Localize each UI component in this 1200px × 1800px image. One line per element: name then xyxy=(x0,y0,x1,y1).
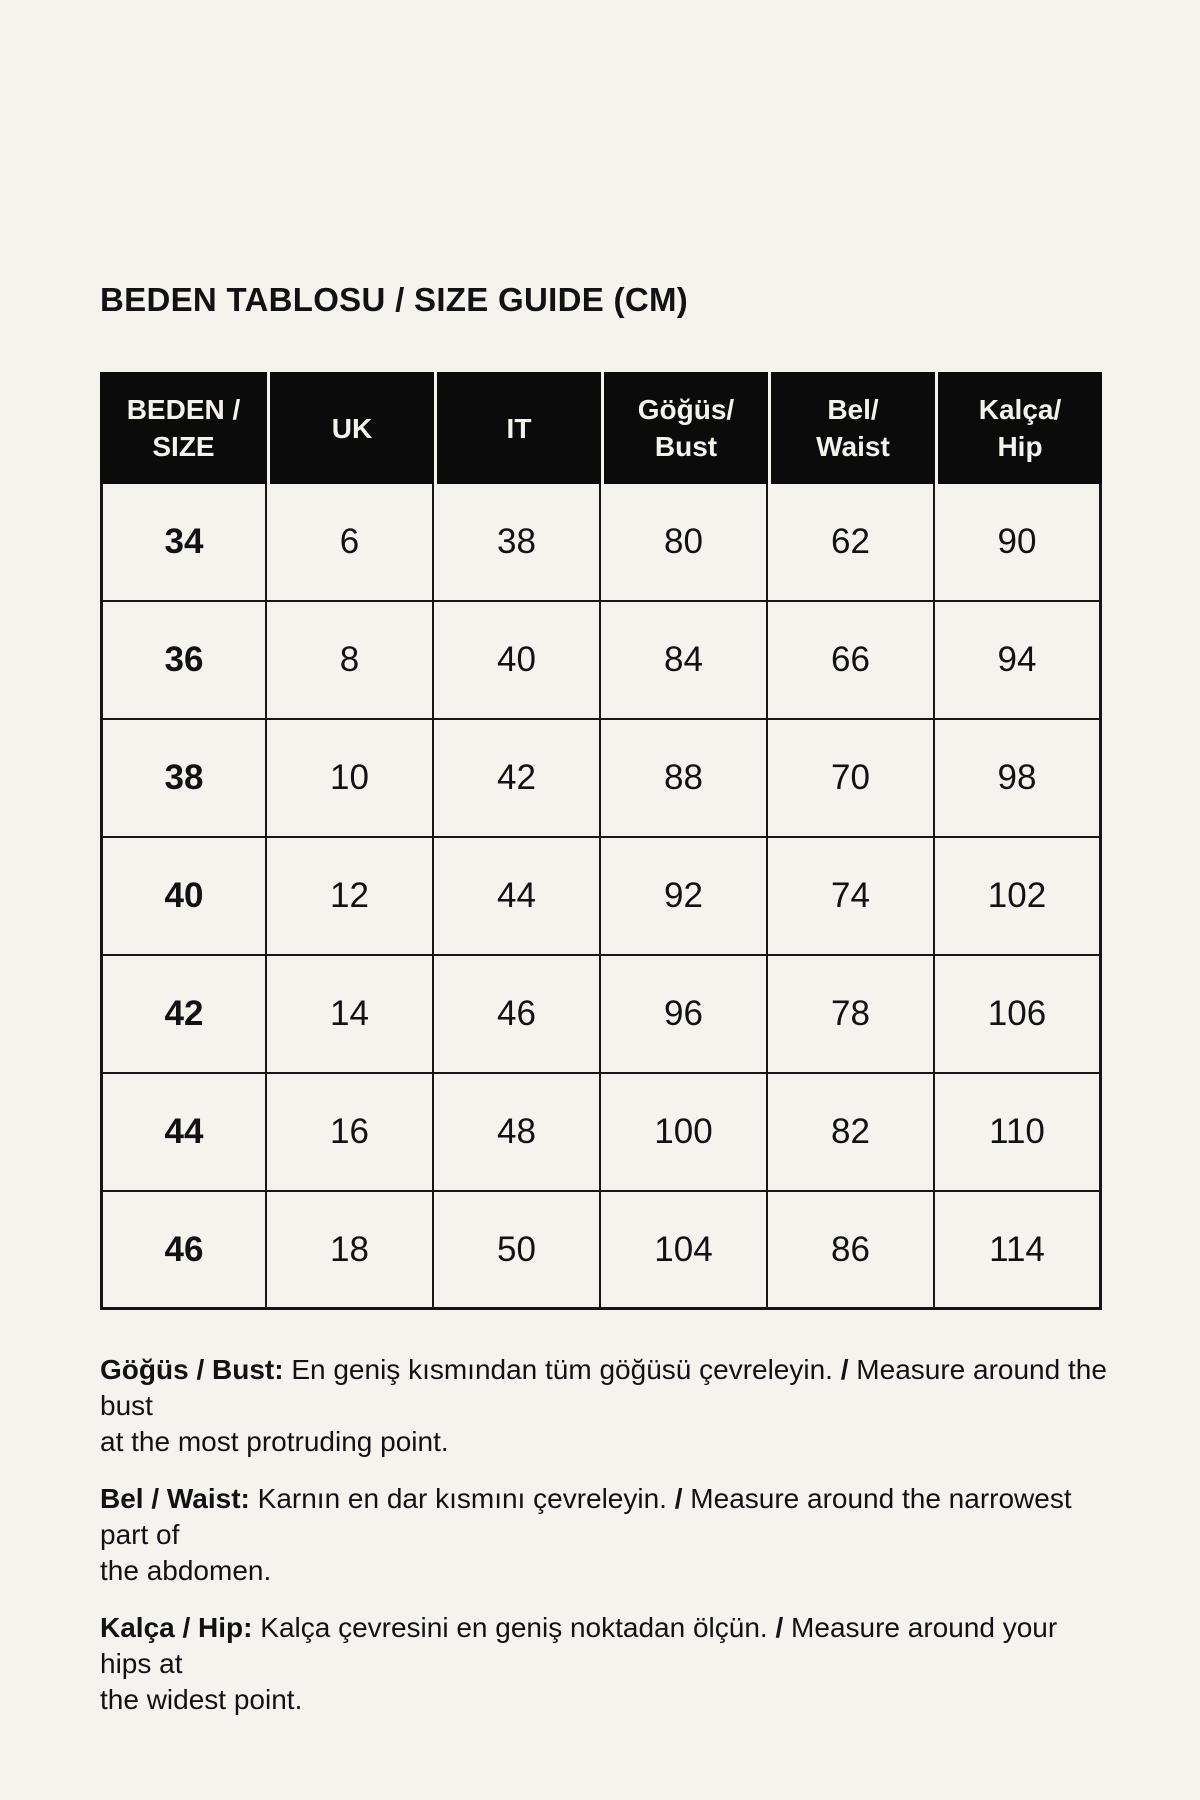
value-cell: 100 xyxy=(601,1074,768,1192)
note-slash: / xyxy=(775,1612,784,1643)
value-cell: 10 xyxy=(267,720,434,838)
value-cell: 114 xyxy=(935,1192,1102,1310)
header-line: Kalça/ xyxy=(978,394,1062,425)
value-cell: 90 xyxy=(935,484,1102,602)
table-row xyxy=(100,1074,1102,1192)
value-cell: 42 xyxy=(434,720,601,838)
value-cell: 104 xyxy=(601,1192,768,1310)
value-cell: 50 xyxy=(434,1192,601,1310)
page-title: BEDEN TABLOSU / SIZE GUIDE (CM) xyxy=(100,281,689,318)
value-cell: 12 xyxy=(267,838,434,956)
value-cell: 14 xyxy=(267,956,434,1074)
value-cell: 48 xyxy=(434,1074,601,1192)
note-text-english-cont: the abdomen. xyxy=(100,1555,272,1586)
size-table xyxy=(100,372,1102,1310)
note-text-english: Measure around the bust xyxy=(100,1354,1107,1421)
size-table-header xyxy=(100,372,1102,484)
value-cell: 62 xyxy=(768,484,935,602)
value-cell: 80 xyxy=(601,484,768,602)
note-text-english: Measure around your hips at xyxy=(100,1612,1058,1679)
size-cell: 44 xyxy=(100,1074,267,1192)
size-cell: 38 xyxy=(100,720,267,838)
value-cell: 92 xyxy=(601,838,768,956)
size-cell: 42 xyxy=(100,956,267,1074)
value-cell: 110 xyxy=(935,1074,1102,1192)
value-cell: 44 xyxy=(434,838,601,956)
note-slash: / xyxy=(840,1354,849,1385)
header-cell-waist xyxy=(768,372,935,484)
measurement-note-waist xyxy=(100,1481,1110,1589)
value-cell: 38 xyxy=(434,484,601,602)
value-cell: 96 xyxy=(601,956,768,1074)
note-text-turkish: Karnın en dar kısmını çevreleyin. xyxy=(257,1483,667,1514)
size-cell: 36 xyxy=(100,602,267,720)
header-line: SIZE xyxy=(152,431,215,462)
table-row xyxy=(100,720,1102,838)
header-cell-uk xyxy=(267,372,434,484)
note-label: Bel / Waist: xyxy=(100,1483,250,1514)
header-line: Hip xyxy=(997,431,1043,462)
header-line: Bust xyxy=(654,431,718,462)
note-text-turkish: Kalça çevresini en geniş noktadan ölçün. xyxy=(260,1612,768,1643)
note-text-english-cont: the widest point. xyxy=(100,1684,303,1715)
measurement-note-hip xyxy=(100,1610,1110,1718)
table-row xyxy=(100,1192,1102,1310)
note-text-english-cont: at the most protruding point. xyxy=(100,1426,449,1457)
note-slash: / xyxy=(674,1483,683,1514)
value-cell: 18 xyxy=(267,1192,434,1310)
note-label: Göğüs / Bust: xyxy=(100,1354,284,1385)
table-row xyxy=(100,956,1102,1074)
value-cell: 102 xyxy=(935,838,1102,956)
table-row xyxy=(100,484,1102,602)
value-cell: 98 xyxy=(935,720,1102,838)
value-cell: 70 xyxy=(768,720,935,838)
table-row xyxy=(100,602,1102,720)
size-table-body xyxy=(100,484,1102,1310)
header-line: Bel/ xyxy=(827,394,879,425)
value-cell: 88 xyxy=(601,720,768,838)
header-line: BEDEN / xyxy=(126,394,241,425)
value-cell: 6 xyxy=(267,484,434,602)
header-line: Göğüs/ xyxy=(637,394,735,425)
table-row xyxy=(100,838,1102,956)
size-cell: 40 xyxy=(100,838,267,956)
note-text-english: Measure around the narrowest part of xyxy=(100,1483,1072,1550)
header-row xyxy=(100,372,1102,484)
header-line: Waist xyxy=(816,431,890,462)
header-line: IT xyxy=(506,412,532,444)
value-cell: 84 xyxy=(601,602,768,720)
header-cell-bust xyxy=(601,372,768,484)
value-cell: 78 xyxy=(768,956,935,1074)
header-cell-hip xyxy=(935,372,1102,484)
header-cell-it xyxy=(434,372,601,484)
value-cell: 40 xyxy=(434,602,601,720)
value-cell: 74 xyxy=(768,838,935,956)
note-label: Kalça / Hip: xyxy=(100,1612,253,1643)
value-cell: 86 xyxy=(768,1192,935,1310)
header-cell-size xyxy=(100,372,267,484)
size-cell: 34 xyxy=(100,484,267,602)
measurement-note-bust xyxy=(100,1352,1110,1460)
value-cell: 94 xyxy=(935,602,1102,720)
value-cell: 8 xyxy=(267,602,434,720)
measurement-notes xyxy=(100,1352,1110,1718)
value-cell: 16 xyxy=(267,1074,434,1192)
value-cell: 46 xyxy=(434,956,601,1074)
value-cell: 106 xyxy=(935,956,1102,1074)
note-text-turkish: En geniş kısmından tüm göğüsü çevreleyin. xyxy=(291,1354,833,1385)
header-line: UK xyxy=(331,412,373,444)
value-cell: 66 xyxy=(768,602,935,720)
size-cell: 46 xyxy=(100,1192,267,1310)
value-cell: 82 xyxy=(768,1074,935,1192)
